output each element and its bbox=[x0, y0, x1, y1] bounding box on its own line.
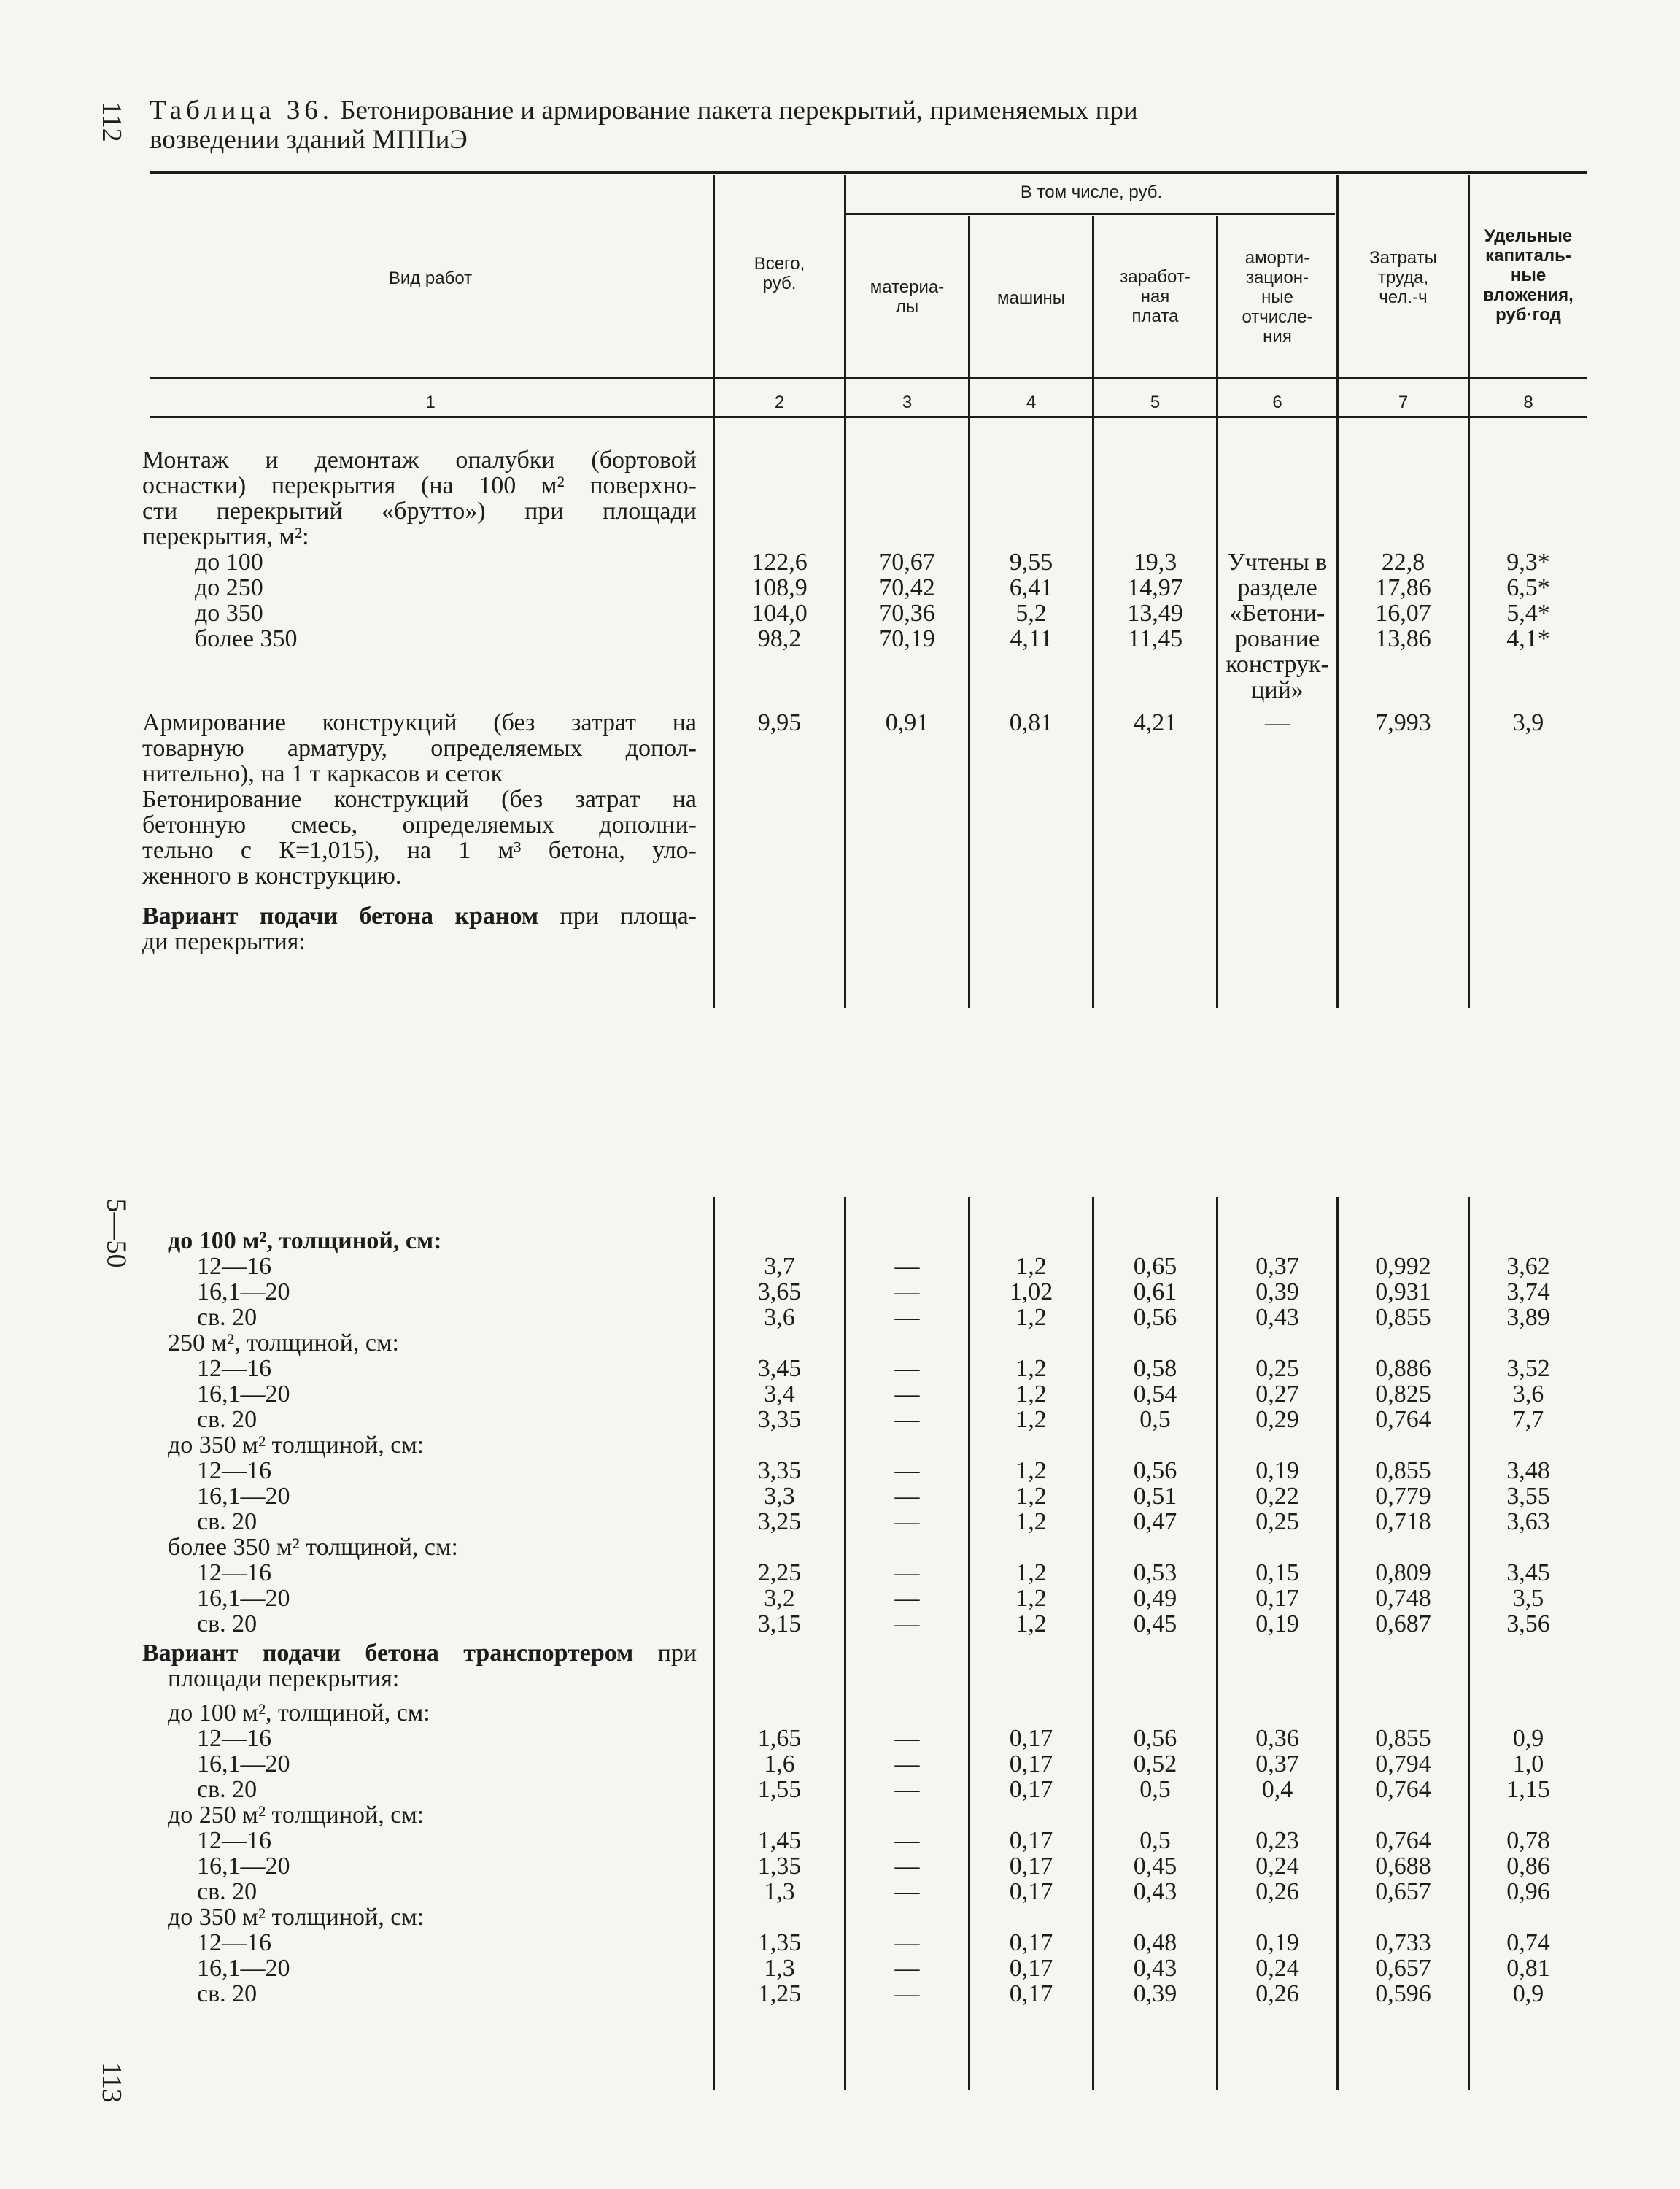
cell-c3: — bbox=[894, 1827, 920, 1854]
cell-c6: 0,19 bbox=[1255, 1929, 1299, 1956]
group-heading: более 350 м² толщиной, см: bbox=[168, 1534, 458, 1561]
cell-c5: 19,3 bbox=[1133, 549, 1177, 576]
row-label: 12—16 bbox=[197, 1457, 271, 1484]
page-number-top: 112 bbox=[96, 101, 127, 142]
cell-c8: 0,86 bbox=[1506, 1853, 1550, 1880]
cell-c2: 3,15 bbox=[757, 1610, 802, 1637]
cell-c8: 0,78 bbox=[1506, 1827, 1550, 1854]
cell-c6: 0,26 bbox=[1255, 1980, 1299, 2007]
cell-c2: 1,3 bbox=[764, 1878, 795, 1905]
cell-c5: 0,52 bbox=[1133, 1750, 1177, 1777]
cell-c5: 13,49 bbox=[1127, 600, 1183, 627]
cell-c5: 11,45 bbox=[1127, 625, 1183, 652]
cell-c8: 3,62 bbox=[1506, 1253, 1550, 1280]
cell-c8: 3,56 bbox=[1506, 1610, 1550, 1637]
cell-c2: 108,9 bbox=[751, 574, 808, 601]
cell-c5: 0,56 bbox=[1133, 1457, 1177, 1484]
cell-c2: 1,65 bbox=[757, 1725, 802, 1752]
group-heading: до 350 м² толщиной, см: bbox=[168, 1432, 425, 1459]
cell-c2: 2,25 bbox=[757, 1559, 802, 1586]
cell-c3: — bbox=[894, 1381, 920, 1408]
cell-c7: 0,931 bbox=[1375, 1278, 1431, 1305]
row-label: 12—16 bbox=[197, 1355, 271, 1382]
colnum-bottom-rule bbox=[150, 416, 1587, 418]
row-label: 12—16 bbox=[197, 1929, 271, 1956]
cell-c2: 3,35 bbox=[757, 1406, 802, 1433]
header-bottom-rule bbox=[150, 377, 1587, 379]
cell-c4: 1,2 bbox=[1015, 1585, 1047, 1612]
cell-c8: 6,5* bbox=[1506, 574, 1550, 601]
header-udelnye: Удельные капиталь- ные вложения, руб·год bbox=[1483, 226, 1573, 325]
cell-c4: 1,2 bbox=[1015, 1483, 1047, 1510]
cell-c5: 0,47 bbox=[1133, 1508, 1177, 1535]
cell-c8: 5,4* bbox=[1506, 600, 1550, 627]
cell-c4: 9,55 bbox=[1009, 549, 1053, 576]
group-heading: до 250 м² толщиной, см: bbox=[168, 1802, 425, 1829]
header-v-tom-chisle: В том числе, руб. bbox=[1020, 182, 1163, 202]
row-label: св. 20 bbox=[197, 1610, 258, 1637]
cell-c6: 0,37 bbox=[1255, 1253, 1299, 1280]
cell-c8: 0,9 bbox=[1512, 1980, 1544, 2007]
cell-c3: — bbox=[894, 1406, 920, 1433]
cell-c6: — bbox=[1265, 709, 1290, 736]
row-label: до 250 bbox=[195, 574, 263, 601]
cell-c4: 1,2 bbox=[1015, 1355, 1047, 1382]
header-vid-rabot: Вид работ bbox=[388, 269, 473, 288]
cell-c7: 0,687 bbox=[1375, 1610, 1431, 1637]
cell-c7: 0,764 bbox=[1375, 1776, 1431, 1803]
cell-c2: 3,7 bbox=[764, 1253, 795, 1280]
cell-c2: 1,25 bbox=[757, 1980, 802, 2007]
group-heading: 250 м², толщиной, см: bbox=[168, 1329, 399, 1356]
variant-transporter-heading: Вариант подачи бетона транспортером при площади перекрытия: bbox=[142, 1640, 697, 1692]
cell-c5: 0,54 bbox=[1133, 1381, 1177, 1408]
cell-c4: 0,81 bbox=[1009, 709, 1053, 736]
cell-c8: 3,9 bbox=[1512, 709, 1544, 736]
cell-c3: — bbox=[894, 1304, 920, 1331]
row-label: более 350 bbox=[195, 625, 298, 652]
header-materialy: материа- лы bbox=[870, 277, 945, 317]
cell-c7: 0,779 bbox=[1375, 1483, 1431, 1510]
cell-c3: — bbox=[894, 1980, 920, 2007]
cell-c3: 70,67 bbox=[879, 549, 935, 576]
row-label: св. 20 bbox=[197, 1980, 258, 2007]
cell-c4: 0,17 bbox=[1009, 1955, 1053, 1982]
cell-c3: 0,91 bbox=[885, 709, 929, 736]
cell-c7: 13,86 bbox=[1375, 625, 1431, 652]
cell-c8: 0,96 bbox=[1506, 1878, 1550, 1905]
table-title bbox=[150, 96, 1288, 155]
row-label: св. 20 bbox=[197, 1776, 258, 1803]
cell-c4: 0,17 bbox=[1009, 1878, 1053, 1905]
cell-c8: 3,45 bbox=[1506, 1559, 1550, 1586]
row-label: св. 20 bbox=[197, 1508, 258, 1535]
page-number-bottom: 113 bbox=[96, 2062, 127, 2103]
variant-kran-heading: Вариант подачи бетона краном при площа- ди перекрытия: bbox=[142, 903, 697, 955]
cell-c6: 0,23 bbox=[1255, 1827, 1299, 1854]
cell-c7: 16,07 bbox=[1375, 600, 1431, 627]
cell-c2: 1,55 bbox=[757, 1776, 802, 1803]
cell-c7: 0,688 bbox=[1375, 1853, 1431, 1880]
cell-c7: 0,855 bbox=[1375, 1457, 1431, 1484]
cell-c8: 3,48 bbox=[1506, 1457, 1550, 1484]
cell-c8: 3,52 bbox=[1506, 1355, 1550, 1382]
cell-c8: 3,6 bbox=[1512, 1381, 1544, 1408]
group-heading: до 350 м² толщиной, см: bbox=[168, 1904, 425, 1931]
cell-c8: 7,7 bbox=[1512, 1406, 1544, 1433]
row-label: св. 20 bbox=[197, 1878, 258, 1905]
cell-c8: 1,0 bbox=[1512, 1750, 1544, 1777]
cell-c3: 70,19 bbox=[879, 625, 935, 652]
header-zarplata: заработ- ная плата bbox=[1120, 267, 1191, 326]
row-label: 16,1—20 bbox=[197, 1483, 290, 1510]
cell-c3: — bbox=[894, 1610, 920, 1637]
page-number-middle: 5—50 bbox=[101, 1198, 132, 1268]
cell-c7: 0,718 bbox=[1375, 1508, 1431, 1535]
cell-c3: — bbox=[894, 1853, 920, 1880]
cell-c3: — bbox=[894, 1457, 920, 1484]
montazh-description: Монтаж и демонтаж опалубки (бортовой оснастки) перекрытия (на 100 м² поверхно- сти перекрытий «брутто») при площади перекрытия, м²: bbox=[142, 447, 697, 550]
cell-c3: 70,42 bbox=[879, 574, 935, 601]
cell-c5: 4,21 bbox=[1133, 709, 1177, 736]
cell-c8: 3,74 bbox=[1506, 1278, 1550, 1305]
table-title-text: Бетонирование и армирование пакета перекрытий, применяемых при bbox=[333, 96, 1138, 126]
header-vsego: Всего, руб. bbox=[754, 254, 805, 293]
cell-c3: — bbox=[894, 1750, 920, 1777]
cell-c5: 0,56 bbox=[1133, 1304, 1177, 1331]
row-label: 16,1—20 bbox=[197, 1585, 290, 1612]
cell-c7: 0,809 bbox=[1375, 1559, 1431, 1586]
cell-c4: 4,11 bbox=[1010, 625, 1053, 652]
cell-c2: 3,35 bbox=[757, 1457, 802, 1484]
cell-c5: 0,48 bbox=[1133, 1929, 1177, 1956]
cell-c8: 0,74 bbox=[1506, 1929, 1550, 1956]
cell-c5: 0,5 bbox=[1139, 1776, 1171, 1803]
cell-c6: 0,19 bbox=[1255, 1457, 1299, 1484]
cell-c6: 0,25 bbox=[1255, 1508, 1299, 1535]
cell-c6: 0,36 bbox=[1255, 1725, 1299, 1752]
cell-c6: 0,19 bbox=[1255, 1610, 1299, 1637]
cell-c2: 3,2 bbox=[764, 1585, 795, 1612]
cell-c6: 0,25 bbox=[1255, 1355, 1299, 1382]
cell-c3: — bbox=[894, 1355, 920, 1382]
cell-c4: 1,2 bbox=[1015, 1457, 1047, 1484]
cell-c5: 0,43 bbox=[1133, 1878, 1177, 1905]
cell-c3: — bbox=[894, 1585, 920, 1612]
cell-c3: — bbox=[894, 1776, 920, 1803]
cell-c3: — bbox=[894, 1278, 920, 1305]
cell-c8: 3,5 bbox=[1512, 1585, 1544, 1612]
cell-c2: 1,35 bbox=[757, 1929, 802, 1956]
cell-c6: 0,26 bbox=[1255, 1878, 1299, 1905]
cell-c2: 1,35 bbox=[757, 1853, 802, 1880]
cell-c8: 3,55 bbox=[1506, 1483, 1550, 1510]
cell-c5: 0,58 bbox=[1133, 1355, 1177, 1382]
header-subrule bbox=[846, 213, 1335, 215]
row-label: 16,1—20 bbox=[197, 1381, 290, 1408]
cell-c7: 7,993 bbox=[1375, 709, 1431, 736]
cell-c2: 1,3 bbox=[764, 1955, 795, 1982]
cell-c7: 0,657 bbox=[1375, 1878, 1431, 1905]
cell-c7: 0,992 bbox=[1375, 1253, 1431, 1280]
cell-c3: 70,36 bbox=[879, 600, 935, 627]
cell-c4: 0,17 bbox=[1009, 1853, 1053, 1880]
row-label: 12—16 bbox=[197, 1725, 271, 1752]
cell-c2: 122,6 bbox=[751, 549, 808, 576]
header-mashiny: машины bbox=[996, 288, 1065, 308]
cell-c2: 9,95 bbox=[757, 709, 802, 736]
cell-c7: 0,596 bbox=[1375, 1980, 1431, 2007]
row-label: 12—16 bbox=[197, 1559, 271, 1586]
cell-c5: 0,56 bbox=[1133, 1725, 1177, 1752]
cell-c6: 0,29 bbox=[1255, 1406, 1299, 1433]
cell-c2: 3,4 bbox=[764, 1381, 795, 1408]
table-title-line2: возведении зданий МППиЭ bbox=[150, 125, 468, 155]
cell-c4: 1,2 bbox=[1015, 1406, 1047, 1433]
cell-c8: 3,89 bbox=[1506, 1304, 1550, 1331]
cell-c8: 4,1* bbox=[1506, 625, 1550, 652]
cell-c5: 14,97 bbox=[1127, 574, 1183, 601]
cell-c2: 3,45 bbox=[757, 1355, 802, 1382]
cell-c6: 0,17 bbox=[1255, 1585, 1299, 1612]
cell-c7: 0,886 bbox=[1375, 1355, 1431, 1382]
cell-c5: 0,65 bbox=[1133, 1253, 1177, 1280]
cell-c4: 0,17 bbox=[1009, 1929, 1053, 1956]
cell-c4: 1,2 bbox=[1015, 1610, 1047, 1637]
row-label: 12—16 bbox=[197, 1827, 271, 1854]
cell-c5: 0,5 bbox=[1139, 1406, 1171, 1433]
cell-c6: 0,4 bbox=[1261, 1776, 1293, 1803]
cell-c7: 0,855 bbox=[1375, 1725, 1431, 1752]
header-zatraty: Затраты труда, чел.-ч bbox=[1369, 248, 1437, 307]
cell-c8: 0,9 bbox=[1512, 1725, 1544, 1752]
cell-c4: 0,17 bbox=[1009, 1750, 1053, 1777]
cell-c7: 0,794 bbox=[1375, 1750, 1431, 1777]
cell-c6: 0,37 bbox=[1255, 1750, 1299, 1777]
cell-c7: 17,86 bbox=[1375, 574, 1431, 601]
cell-c6: 0,24 bbox=[1255, 1955, 1299, 1982]
cell-c4: 1,2 bbox=[1015, 1253, 1047, 1280]
armir-description: Армирование конструкций (без затрат на товарную арматуру, определяемых допол- нительно), на 1 т каркасов и сеток bbox=[142, 709, 697, 787]
cell-c6: 0,43 bbox=[1255, 1304, 1299, 1331]
cell-c4: 0,17 bbox=[1009, 1725, 1053, 1752]
cell-c2: 1,45 bbox=[757, 1827, 802, 1854]
cell-c2: 3,65 bbox=[757, 1278, 802, 1305]
cell-c6: 0,39 bbox=[1255, 1278, 1299, 1305]
cell-c3: — bbox=[894, 1955, 920, 1982]
cell-c3: — bbox=[894, 1253, 920, 1280]
cell-c2: 3,6 bbox=[764, 1304, 795, 1331]
cell-c7: 0,733 bbox=[1375, 1929, 1431, 1956]
cell-c3: — bbox=[894, 1559, 920, 1586]
cell-c5: 0,53 bbox=[1133, 1559, 1177, 1586]
row-label: до 350 bbox=[195, 600, 263, 627]
row-label: 16,1—20 bbox=[197, 1750, 290, 1777]
cell-c8: 0,81 bbox=[1506, 1955, 1550, 1982]
cell-c4: 1,02 bbox=[1009, 1278, 1053, 1305]
cell-c6: 0,27 bbox=[1255, 1381, 1299, 1408]
cell-c8: 3,63 bbox=[1506, 1508, 1550, 1535]
row-label: св. 20 bbox=[197, 1304, 258, 1331]
cell-c5: 0,43 bbox=[1133, 1955, 1177, 1982]
cell-c3: — bbox=[894, 1878, 920, 1905]
cell-c7: 0,764 bbox=[1375, 1406, 1431, 1433]
cell-c2: 1,6 bbox=[764, 1750, 795, 1777]
cell-c5: 0,5 bbox=[1139, 1827, 1171, 1854]
row-label: св. 20 bbox=[197, 1406, 258, 1433]
group-heading: до 100 м², толщиной, см: bbox=[168, 1699, 430, 1726]
cell-c8: 9,3* bbox=[1506, 549, 1550, 576]
cell-c7: 0,855 bbox=[1375, 1304, 1431, 1331]
header-amort: аморти- зацион- ные отчисле- ния bbox=[1242, 248, 1313, 347]
cell-c6: 0,15 bbox=[1255, 1559, 1299, 1586]
cell-c4: 1,2 bbox=[1015, 1559, 1047, 1586]
cell-c2: 3,3 bbox=[764, 1483, 795, 1510]
cell-c3: — bbox=[894, 1929, 920, 1956]
cell-c4: 1,2 bbox=[1015, 1381, 1047, 1408]
cell-c5: 0,49 bbox=[1133, 1585, 1177, 1612]
cell-c4: 0,17 bbox=[1009, 1980, 1053, 2007]
row-label: 12—16 bbox=[197, 1253, 271, 1280]
cell-c5: 0,61 bbox=[1133, 1278, 1177, 1305]
cell-c2: 104,0 bbox=[751, 600, 808, 627]
cell-c5: 0,39 bbox=[1133, 1980, 1177, 2007]
cell-c4: 5,2 bbox=[1015, 600, 1047, 627]
cell-c3: — bbox=[894, 1483, 920, 1510]
row-label: 16,1—20 bbox=[197, 1955, 290, 1982]
cell-c2: 98,2 bbox=[757, 625, 802, 652]
beton-description: Бетонирование конструкций (без затрат на бетонную смесь, определяемых дополни- тельно с К=1,015), на 1 м³ бетона, уло- женного в конструкцию. bbox=[142, 786, 697, 889]
table-title-label: Таблица 36. bbox=[150, 96, 333, 126]
cell-c5: 0,45 bbox=[1133, 1853, 1177, 1880]
cell-c5: 0,51 bbox=[1133, 1483, 1177, 1510]
row-label: 16,1—20 bbox=[197, 1853, 290, 1880]
group-heading: до 100 м², толщиной, см: bbox=[168, 1227, 442, 1254]
cell-c6: 0,22 bbox=[1255, 1483, 1299, 1510]
cell-c4: 1,2 bbox=[1015, 1508, 1047, 1535]
amort-note: Учтены в разделе «Бетони- рование конструк- ций» bbox=[1226, 549, 1329, 703]
cell-c6: 0,24 bbox=[1255, 1853, 1299, 1880]
cell-c2: 3,25 bbox=[757, 1508, 802, 1535]
cell-c4: 1,2 bbox=[1015, 1304, 1047, 1331]
row-label: 16,1—20 bbox=[197, 1278, 290, 1305]
cell-c8: 1,15 bbox=[1506, 1776, 1550, 1803]
header-top-rule bbox=[150, 171, 1587, 174]
cell-c5: 0,45 bbox=[1133, 1610, 1177, 1637]
cell-c3: — bbox=[894, 1508, 920, 1535]
cell-c3: — bbox=[894, 1725, 920, 1752]
cell-c4: 0,17 bbox=[1009, 1776, 1053, 1803]
cell-c7: 0,825 bbox=[1375, 1381, 1431, 1408]
cell-c7: 22,8 bbox=[1381, 549, 1425, 576]
cell-c7: 0,764 bbox=[1375, 1827, 1431, 1854]
row-label: до 100 bbox=[195, 549, 263, 576]
cell-c7: 0,657 bbox=[1375, 1955, 1431, 1982]
cell-c7: 0,748 bbox=[1375, 1585, 1431, 1612]
cell-c4: 6,41 bbox=[1009, 574, 1053, 601]
cell-c4: 0,17 bbox=[1009, 1827, 1053, 1854]
